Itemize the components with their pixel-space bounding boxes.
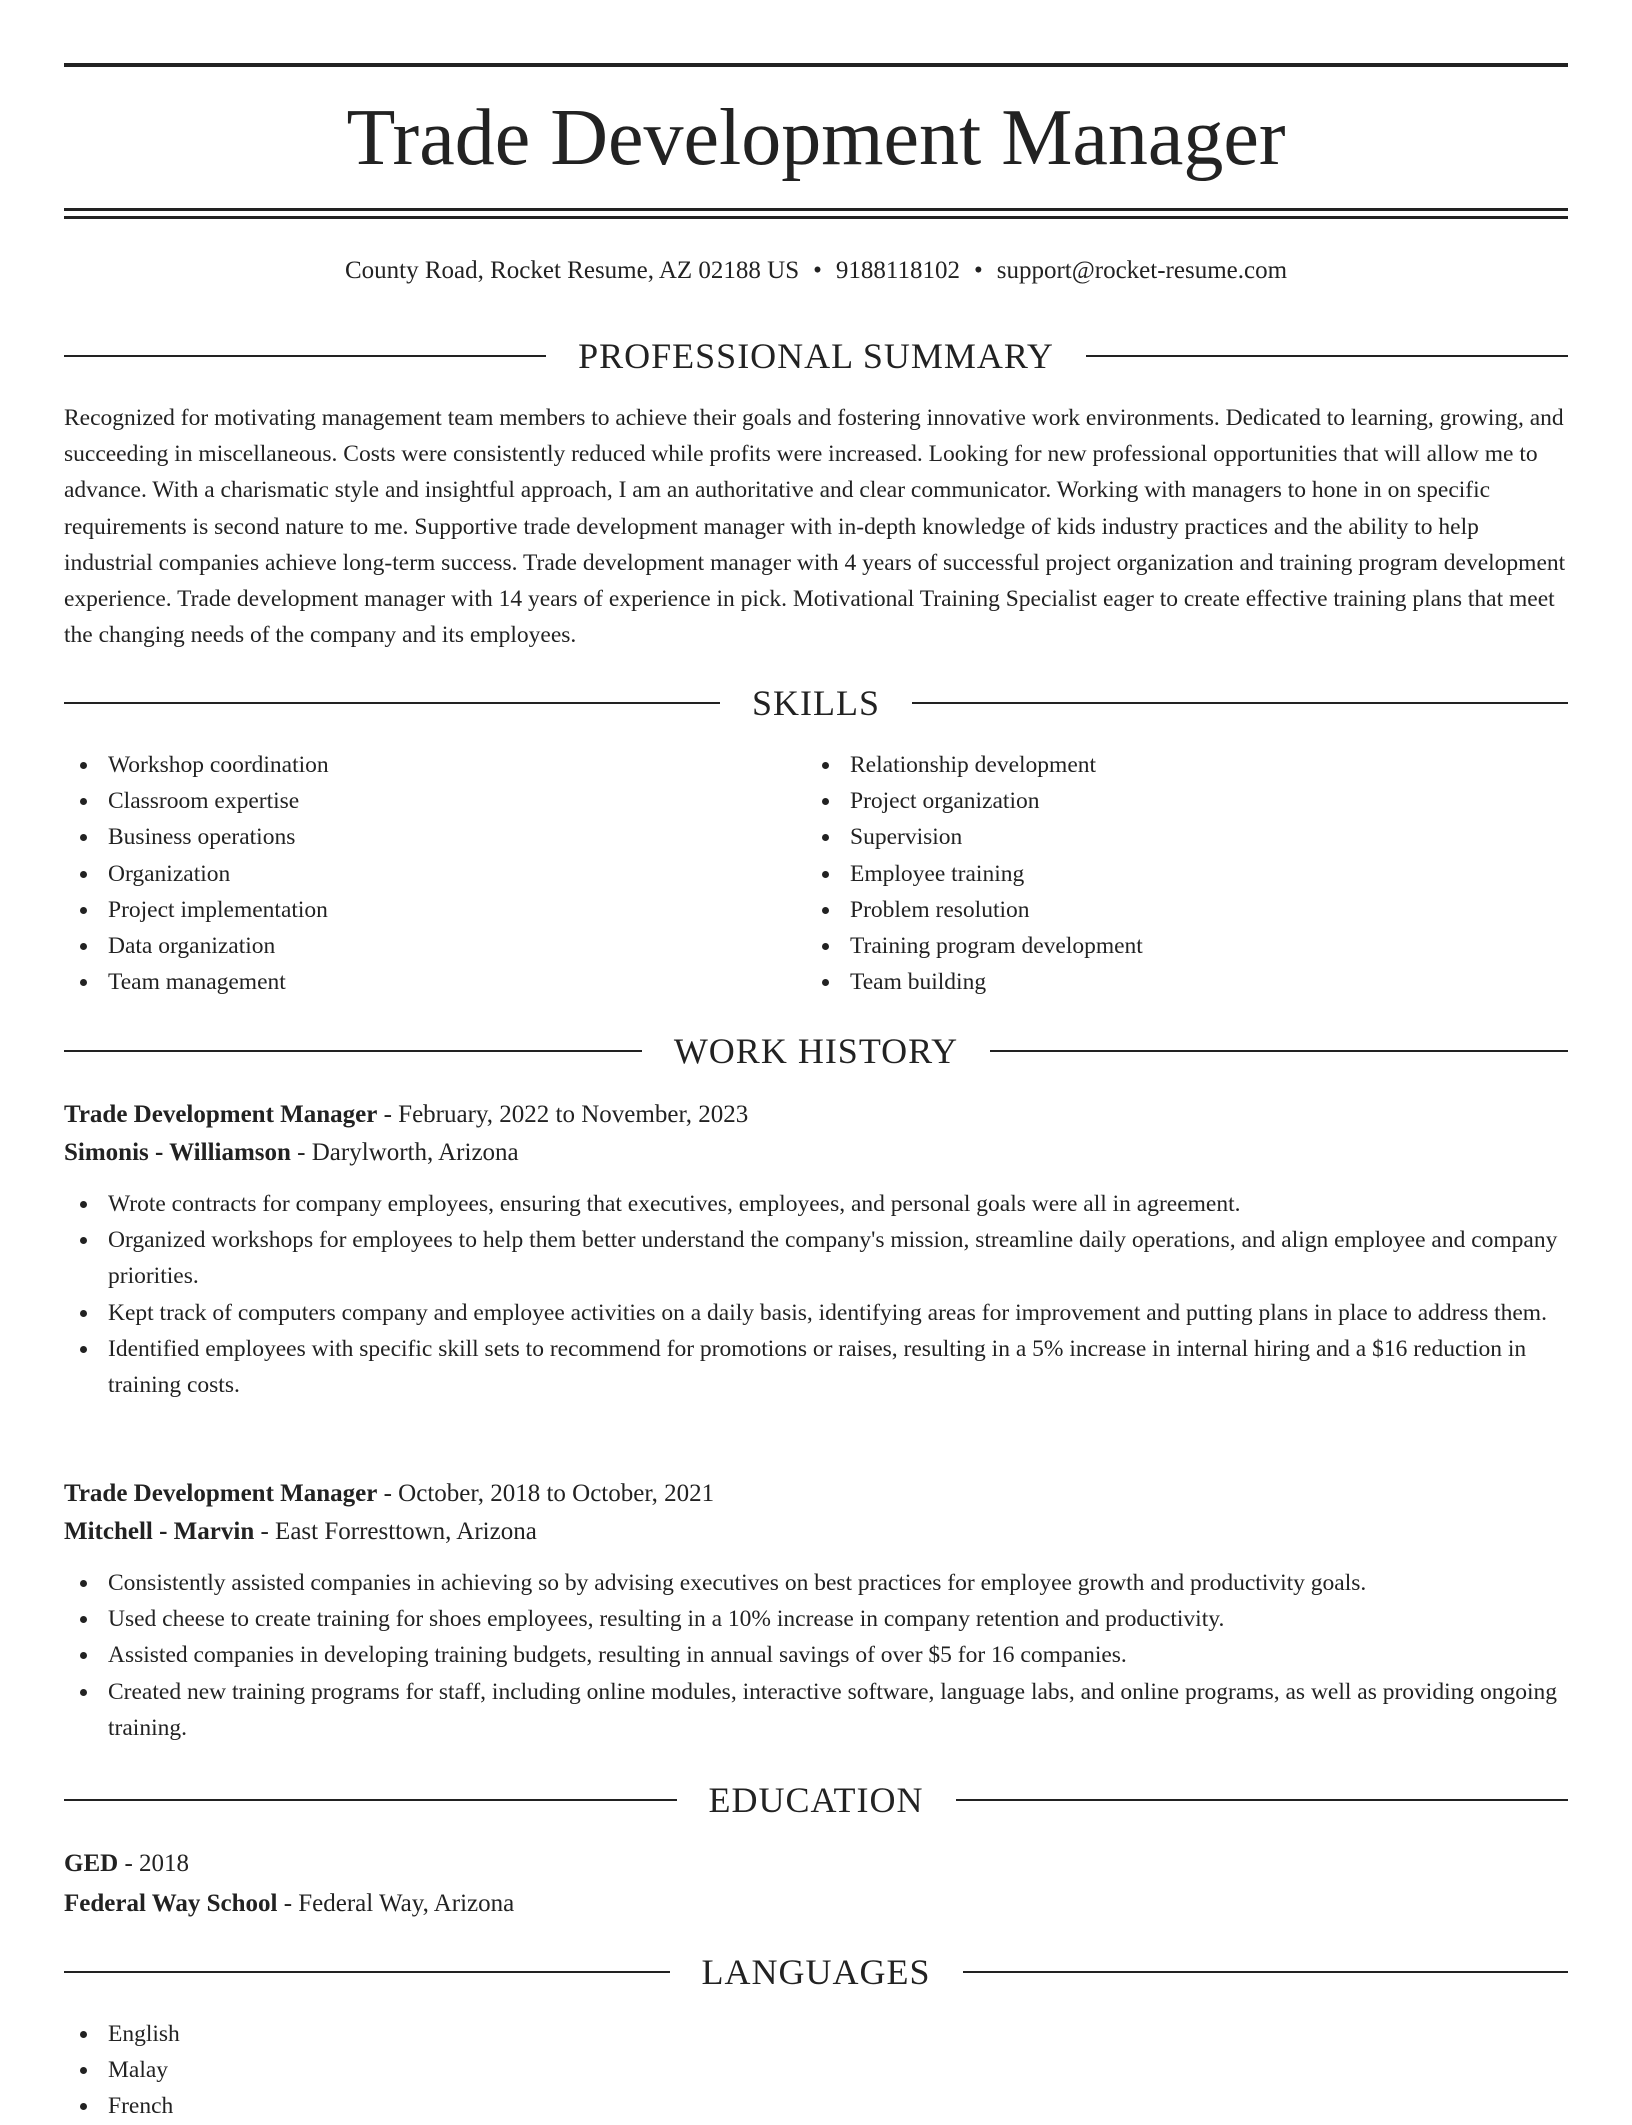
skill-item: Relationship development [806, 747, 1506, 783]
job-bullet: Identified employees with specific skill sets to recommend for promotions or raises, resulting in a 5% increase in internal hiring and a $16 reduction in training costs. [64, 1331, 1568, 1403]
skill-item: Training program development [806, 928, 1506, 964]
heading-rule-right [912, 702, 1568, 704]
work-heading [64, 1029, 1568, 1073]
school-location: - Federal Way, Arizona [283, 1890, 515, 1917]
skill-item: Data organization [64, 928, 764, 964]
job-company: Mitchell - Marvin [64, 1518, 255, 1545]
heading-rule-left [64, 355, 546, 357]
job-title-line [64, 1475, 1568, 1513]
degree-line [64, 1844, 1568, 1884]
languages-list [64, 2016, 180, 2125]
school-name: Federal Way School [64, 1890, 278, 1917]
education-heading [64, 1778, 1568, 1822]
language-item: Malay [64, 2052, 180, 2088]
job-bullet: Consistently assisted companies in achieving so by advising executives on best practices for employee growth and productivity goals. [64, 1565, 1568, 1601]
school-line [64, 1884, 1568, 1924]
top-rule [64, 63, 1568, 67]
job-location: - East Forresttown, Arizona [260, 1518, 537, 1545]
skill-item: Team building [806, 964, 1506, 1000]
contact-separator: • [973, 257, 983, 284]
email-text: support@rocket-resume.com [996, 257, 1288, 284]
title-rule-upper [64, 208, 1568, 211]
heading-rule-right [963, 1971, 1569, 1973]
job-dates: - February, 2022 to November, 2023 [383, 1101, 749, 1128]
education-entry [64, 1844, 1568, 1924]
skills-list-right [806, 747, 1506, 1000]
job-entry [64, 1475, 1568, 1746]
education-heading-label: EDUCATION [708, 1780, 924, 1820]
job-company-line [64, 1134, 1568, 1172]
skills-list-left [64, 747, 764, 1000]
title-rule-lower [64, 216, 1568, 219]
job-company-line [64, 1513, 1568, 1551]
skills-heading-label: SKILLS [752, 683, 881, 723]
job-bullet: Used cheese to create training for shoes employees, resulting in a 10% increase in company retention and productivity. [64, 1601, 1568, 1637]
skill-item: Business operations [64, 819, 764, 855]
skill-item: Workshop coordination [64, 747, 764, 783]
summary-text: Recognized for motivating management team members to achieve their goals and fostering innovative work environments. Dedicated to learning, growing, and succeeding in miscellaneous. Costs were consistently reduced while profits were increased. Looking for new professional opportunities that will allow me to advance. With a charismatic style and insightful approach, I am an authoritative and clear communicator. Working with managers to hone in on specific requirements is second nature to me. Supportive trade development manager with in-depth knowledge of kids industry practices and the ability to help industrial companies achieve long-term success. Trade development manager with 4 years of successful project organization and training program development experience. Trade development manager with 14 years of experience in pick. Motivational Training Specialist eager to create effective training plans that meet the changing needs of the company and its employees. [64, 405, 1566, 649]
skill-item: Problem resolution [806, 892, 1506, 928]
job-bullet: Wrote contracts for company employees, ensuring that executives, employees, and personal goals were all in agreement. [64, 1186, 1568, 1222]
job-bullets [64, 1565, 1568, 1746]
skills-heading [64, 681, 1568, 725]
work-heading-label: WORK HISTORY [673, 1031, 959, 1071]
job-company: Simonis - Williamson [64, 1139, 291, 1166]
heading-rule-left [64, 1050, 642, 1052]
heading-rule-right [1086, 355, 1568, 357]
summary-heading [64, 334, 1568, 378]
job-bullet: Organized workshops for employees to help them better understand the company's mission, streamline daily operations, and align employee and company priorities. [64, 1222, 1568, 1294]
heading-rule-left [64, 702, 720, 704]
job-entry [64, 1096, 1568, 1403]
languages-heading-label: LANGUAGES [701, 1952, 931, 1992]
heading-rule-left [64, 1799, 677, 1801]
job-dates: - October, 2018 to October, 2021 [383, 1480, 715, 1507]
job-title: Trade Development Manager [64, 1480, 378, 1507]
contact-separator: • [813, 257, 822, 284]
contact-line [64, 254, 1568, 288]
skill-item: Employee training [806, 856, 1506, 892]
heading-rule-right [990, 1050, 1568, 1052]
skill-item: Classroom expertise [64, 783, 764, 819]
skill-item: Organization [64, 856, 764, 892]
summary-heading-label: PROFESSIONAL SUMMARY [578, 336, 1054, 376]
language-item: French [64, 2088, 180, 2124]
job-bullet: Kept track of computers company and employee activities on a daily basis, identifying areas for improvement and putting plans in place to address them. [64, 1295, 1568, 1331]
heading-rule-left [64, 1971, 670, 1973]
skill-item: Supervision [806, 819, 1506, 855]
phone-text: 9188118102 [835, 257, 960, 284]
language-item: English [64, 2016, 180, 2052]
job-bullet: Assisted companies in developing training budgets, resulting in annual savings of over $5 for 16 companies. [64, 1637, 1568, 1673]
address-text: County Road, Rocket Resume, AZ 02188 US [344, 257, 800, 284]
job-location: - Darylworth, Arizona [297, 1139, 519, 1166]
job-title: Trade Development Manager [64, 1101, 378, 1128]
degree-year: - 2018 [124, 1850, 190, 1877]
degree-name: GED [64, 1850, 119, 1877]
skill-item: Team management [64, 964, 764, 1000]
job-title-line [64, 1096, 1568, 1134]
skill-item: Project organization [806, 783, 1506, 819]
job-bullets [64, 1186, 1568, 1403]
skill-item: Project implementation [64, 892, 764, 928]
languages-heading [64, 1950, 1568, 1994]
heading-rule-right [956, 1799, 1569, 1801]
job-bullet: Created new training programs for staff, including online modules, interactive software, language labs, and online programs, as well as providing ongoing training. [64, 1674, 1568, 1746]
page-title: Trade Development Manager [346, 94, 1286, 182]
